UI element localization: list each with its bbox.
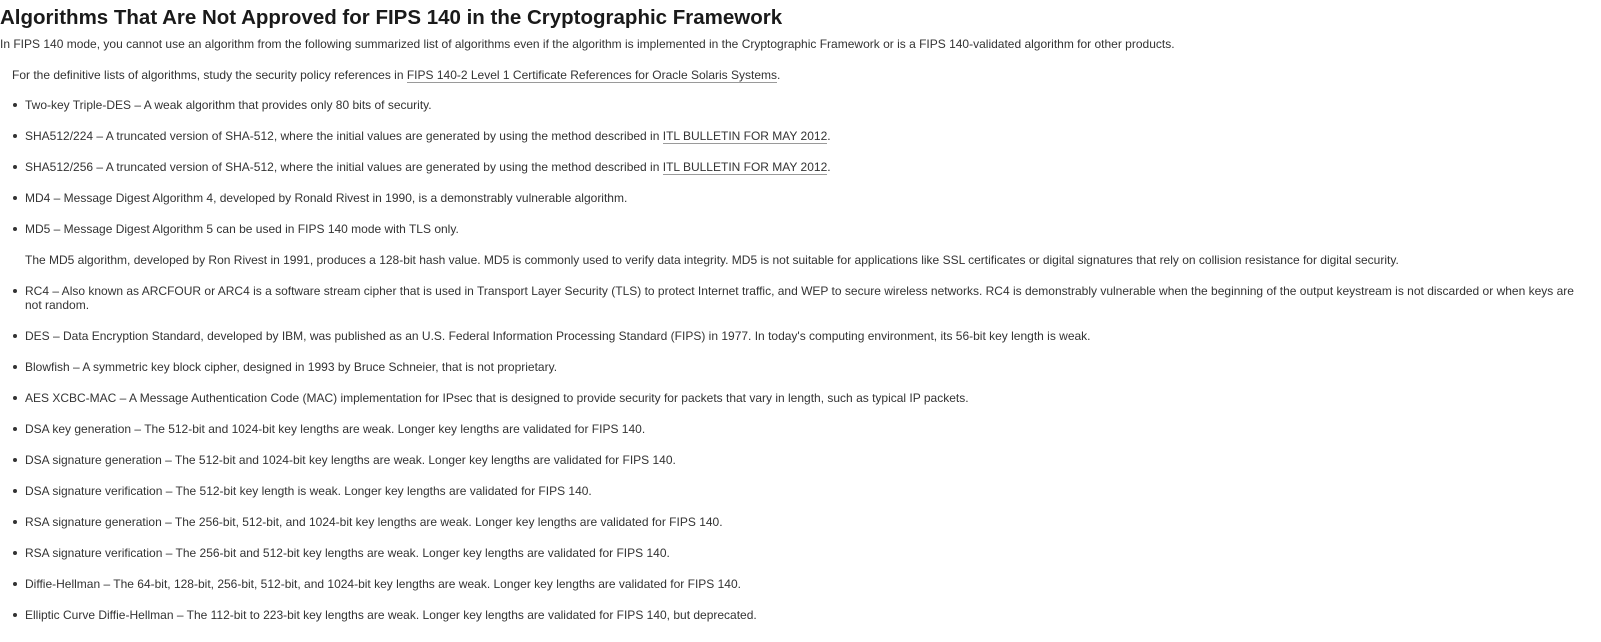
bullet-icon bbox=[13, 365, 17, 369]
bullet-icon bbox=[13, 489, 17, 493]
list-item-dsa-signature-verification bbox=[0, 484, 1601, 498]
list-item-text: Elliptic Curve Diffie-Hellman – The 112-bit to 223-bit key lengths are weak. Longer key lengths are validated for FIPS 140, but deprecated. bbox=[25, 608, 757, 622]
algorithm-list bbox=[0, 98, 1601, 639]
bullet-icon bbox=[13, 520, 17, 524]
list-item-two-key-triple-des bbox=[0, 98, 1601, 112]
list-item-text: Two-key Triple-DES – A weak algorithm that provides only 80 bits of security. bbox=[25, 98, 432, 112]
bullet-icon bbox=[13, 134, 17, 138]
list-item-suffix: . bbox=[827, 160, 831, 174]
list-item-rsa-signature-verification bbox=[0, 546, 1601, 560]
list-item-blowfish bbox=[0, 360, 1601, 374]
list-item-rsa-signature-generation bbox=[0, 515, 1601, 529]
bullet-icon bbox=[13, 227, 17, 231]
bullet-icon bbox=[13, 427, 17, 431]
list-item-text: SHA512/224 – A truncated version of SHA-512, where the initial values are generated by using the method described in bbox=[25, 129, 663, 143]
page-title: Algorithms That Are Not Approved for FIPS 140 in the Cryptographic Framework bbox=[0, 6, 783, 29]
list-item-sha512-224 bbox=[0, 129, 1601, 143]
list-item-text: RC4 – Also known as ARCFOUR or ARC4 is a software stream cipher that is used in Transport Layer Security (TLS) to protect Internet traffic, and WEP to secure wireless networks. RC4 is demonstrably vulnerable when the beginning of the output keystream is not discarded or when keys are not random. bbox=[25, 284, 1574, 312]
list-item-des bbox=[0, 329, 1601, 343]
list-item-text: DSA signature generation – The 512-bit and 1024-bit key lengths are weak. Longer key lengths are validated for FIPS 140. bbox=[25, 453, 676, 467]
list-item-text: MD4 – Message Digest Algorithm 4, developed by Ronald Rivest in 1990, is a demonstrably vulnerable algorithm. bbox=[25, 191, 628, 205]
list-item-md5 bbox=[0, 222, 1601, 267]
list-item-text: AES XCBC-MAC – A Message Authentication Code (MAC) implementation for IPsec that is designed to provide security for packets that vary in length, such as typical IP packets. bbox=[25, 391, 969, 405]
bullet-icon bbox=[13, 334, 17, 338]
list-item-text: Blowfish – A symmetric key block cipher, designed in 1993 by Bruce Schneier, that is not proprietary. bbox=[25, 360, 558, 374]
bullet-icon bbox=[13, 396, 17, 400]
reference-note bbox=[12, 68, 780, 82]
list-item-suffix: . bbox=[827, 129, 831, 143]
list-item-text: DSA signature verification – The 512-bit key length is weak. Longer key lengths are validated for FIPS 140. bbox=[25, 484, 592, 498]
intro-paragraph: In FIPS 140 mode, you cannot use an algorithm from the following summarized list of algorithms even if the algorithm is implemented in the Cryptographic Framework or is a FIPS 140-validated algorithm for other products. bbox=[0, 37, 1175, 51]
list-item-text: Diffie-Hellman – The 64-bit, 128-bit, 256-bit, 512-bit, and 1024-bit key lengths are weak. Longer key lengths are validated for FIPS 140. bbox=[25, 577, 741, 591]
bullet-icon bbox=[13, 551, 17, 555]
list-item-ecdh bbox=[0, 608, 1601, 622]
bullet-icon bbox=[13, 103, 17, 107]
list-item-diffie-hellman bbox=[0, 577, 1601, 591]
list-item-text: DES – Data Encryption Standard, developed by IBM, was published as an U.S. Federal Information Processing Standard (FIPS) in 1977. In today's computing environment, its 56-bit key length is weak. bbox=[25, 329, 1091, 343]
bullet-icon bbox=[13, 613, 17, 617]
bullet-icon bbox=[13, 289, 17, 293]
list-item-aes-xcbc-mac bbox=[0, 391, 1601, 405]
fips-certificate-references-link[interactable]: FIPS 140-2 Level 1 Certificate References for Oracle Solaris Systems bbox=[406, 68, 777, 82]
list-item-text: DSA key generation – The 512-bit and 1024-bit key lengths are weak. Longer key lengths are validated for FIPS 140. bbox=[25, 422, 646, 436]
bullet-icon bbox=[13, 165, 17, 169]
list-item-dsa-signature-generation bbox=[0, 453, 1601, 467]
reference-note-suffix: . bbox=[777, 68, 781, 82]
itl-bulletin-link[interactable]: ITL BULLETIN FOR MAY 2012 bbox=[662, 160, 828, 174]
list-item-text: SHA512/256 – A truncated version of SHA-512, where the initial values are generated by using the method described in bbox=[25, 160, 663, 174]
md5-detail-paragraph: The MD5 algorithm, developed by Ron Rivest in 1991, produces a 128-bit hash value. MD5 is commonly used to verify data integrity. MD5 is not suitable for applications like SSL certificates or digital signatures that rely on collision resistance for digital security. bbox=[25, 253, 1399, 267]
bullet-icon bbox=[13, 196, 17, 200]
reference-note-text: For the definitive lists of algorithms, study the security policy references in bbox=[12, 68, 407, 82]
list-item-text: RSA signature generation – The 256-bit, 512-bit, and 1024-bit key lengths are weak. Longer key lengths are validated for FIPS 140. bbox=[25, 515, 723, 529]
list-item-text: MD5 – Message Digest Algorithm 5 can be used in FIPS 140 mode with TLS only. bbox=[25, 222, 459, 236]
list-item-text: RSA signature verification – The 256-bit and 512-bit key lengths are weak. Longer key lengths are validated for FIPS 140. bbox=[25, 546, 670, 560]
itl-bulletin-link[interactable]: ITL BULLETIN FOR MAY 2012 bbox=[662, 129, 828, 143]
list-item-rc4 bbox=[0, 284, 1601, 312]
list-item-sha512-256 bbox=[0, 160, 1601, 174]
bullet-icon bbox=[13, 458, 17, 462]
list-item-md4 bbox=[0, 191, 1601, 205]
bullet-icon bbox=[13, 582, 17, 586]
list-item-dsa-key-generation bbox=[0, 422, 1601, 436]
